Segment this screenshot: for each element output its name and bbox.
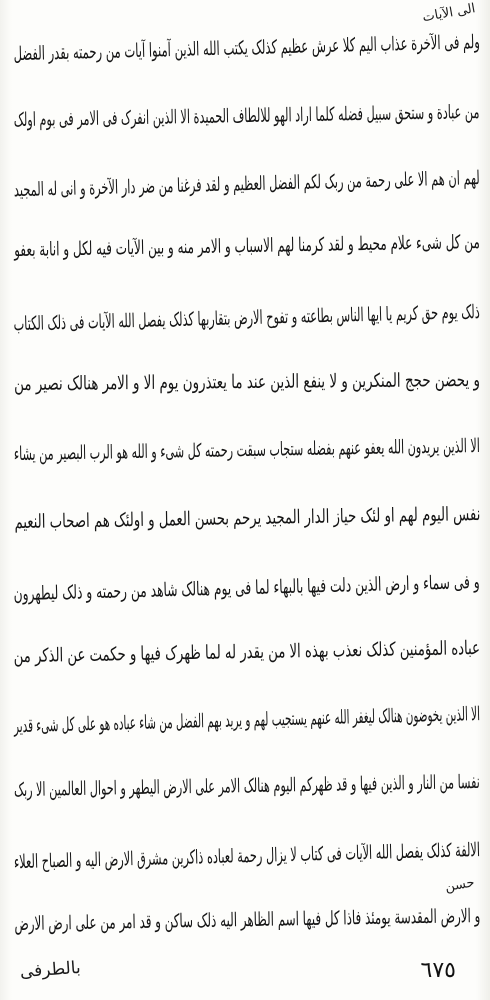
manuscript-line-text: عباده المؤمنین کذلک نعذب بهذه الا من یقدر له لما ظهرک فیها و حکمت عن الذکر من (13, 637, 481, 668)
catchword: بالطرفی (19, 957, 82, 983)
manuscript-line (12, 875, 482, 936)
manuscript-line-text: و فی سماء و ارض الذین دلت فیها بالبهاء لما فی یوم هنالک شاهد من رحمته و ذلک لیطهرون (13, 571, 481, 606)
manuscript-line (12, 812, 482, 874)
manuscript-line-text: لهم ان هم الا علی رحمة من ربک لکم الفضل العظیم و لقد فرغنا من ضر دار الآخرة و انی له المجید (13, 167, 481, 202)
manuscript-line (12, 204, 482, 262)
manuscript-line-text: الا الذین یخوضون هنالک لیغفر الله عنهم یستجیب لهم و یرید بهم الفضل من شاء عباده هو علی کل شیء قدیر (13, 703, 481, 738)
manuscript-line (12, 544, 482, 606)
manuscript-line (12, 676, 482, 738)
manuscript-line (12, 140, 482, 202)
manuscript-line-text: نفس الیوم لهم او لئک حیاز الدار المجید یرحم بحسن العمل و اولئک هم اصحاب النعیم (13, 503, 481, 534)
manuscript-line-text: ذلک یوم حق کریم یا ایها الناس بطاعته و تفوح الارض بتقاربها کذلک یفصل الله الآیات فی ذلک الکتاب (13, 301, 481, 336)
manuscript-text-block (12, 1, 482, 954)
manuscript-line-text: من کل شیء علام محیط و لقد کرمنا لهم الاسباب و الامر منه و بین الآیات فیه لکل و انابة بعفو (13, 231, 481, 262)
manuscript-line (12, 274, 482, 336)
manuscript-line (12, 1, 482, 66)
interlinear-annotation: حسن (444, 875, 477, 896)
interlinear-annotation: الی الآیات (420, 1, 477, 26)
manuscript-line (12, 744, 482, 802)
manuscript-line-text: و الارض المقدسة یومئذ فاذا کل فیها اسم الظاهر الیه ذلک ساکن و قد امر من علی ارض الارض (13, 905, 481, 936)
manuscript-line-text: الالفة کذلک یفصل الله الآیات فی کتاب لا یزال رحمة لعباده ذاکرین مشرق الارض الیه و الصباح العلاء (13, 839, 481, 874)
manuscript-line-text: من عبادة و ستحق سبیل فضله کلما اراد الهو للالطاف الحمیدة الا الذین انفرک فی الامر فی بوم اولک (14, 101, 481, 132)
manuscript-line (12, 476, 482, 534)
manuscript-line (12, 74, 482, 132)
manuscript-line-text: ولم فی الآخرة عذاب الیم کلا عرش عظیم کذلک یکتب الله الذین آمنوا آیات من رحمته بقدر الفضل (13, 31, 481, 66)
manuscript-line (12, 408, 482, 466)
manuscript-line-text: الا الذین یریدون الله یعفو عنهم بفضله ستجاب سبقت رحمته کل شیء و الله هو الرب البصیر من یشاء (13, 435, 481, 466)
manuscript-line-text: نفسا من النار و الذین فیها و قد ظهرکم الیوم هنالک الامر علی الارض الیطهر و احوال العالمین الا ربک (13, 771, 481, 802)
manuscript-line (12, 342, 482, 400)
page-footer (0, 952, 490, 1000)
manuscript-line-text: و یحضن حجج المنکرین و لا ینفع الذین عند ما یعتذرون یوم الا و الامر هنالک نصیر من (13, 369, 481, 396)
manuscript-line (12, 610, 482, 668)
page-number: ٦٧٥ (420, 958, 456, 983)
